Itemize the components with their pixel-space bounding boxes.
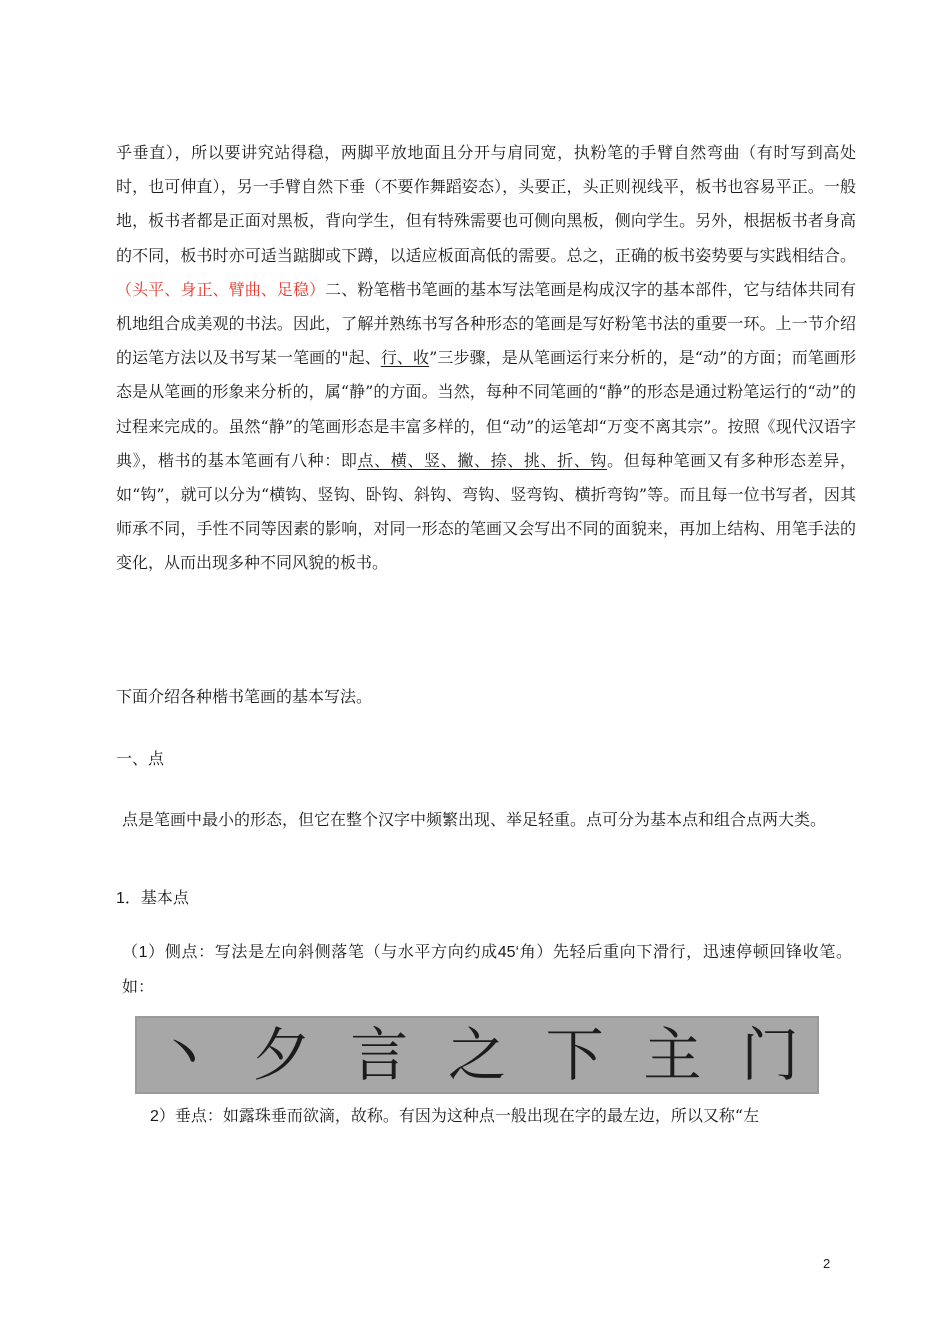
item-vertical-dot <box>150 1103 759 1126</box>
item-text: 侧点：写法是左向斜侧落笔（与水平方向约成 <box>164 942 498 961</box>
main-paragraph <box>116 136 856 581</box>
underlined-phrase: 点、横、竖、撇、捺、挑、折、钩 <box>357 450 608 470</box>
dot-description: 点是笔画中最小的形态，但它在整个汉字中频繁出现、举足轻重。点可分为基本点和组合点两大类。 <box>122 810 827 829</box>
example-char: 丶 <box>154 1021 213 1089</box>
item-text: 角）先轻后重向下滑行，迅速停顿回锋收笔。如： <box>122 942 852 997</box>
subheading-basic-dot <box>116 885 189 908</box>
example-char: 门 <box>741 1021 800 1089</box>
paragraph-text: ”三步骤，是从笔画运行来分析的，是“动”的方面；而笔画形态是从笔画的形象来分析的，属“静”的方面。当然，每种不同笔画的“静”的形态是通过粉笔运行的“动”的过程来完成的。虽然“静”的笔画形态是丰富多样的，但“动”的运笔却“万变不离其宗”。按照《现代汉语字典》，楷书的基本笔画有八种：即 <box>116 348 856 470</box>
example-char: 夕 <box>252 1021 311 1089</box>
paragraph-text: 乎垂直），所以要讲究站得稳，两脚平放地面且分开与肩同宽，执粉笔的手臂自然弯曲（有时写到高处时，也可伸直），另一手臂自然下垂（不要作舞蹈姿态），头要正，头正则视线平，板书也容易平正。一般地，板书者都是正面对黑板，背向学生，但有特殊需要也可侧向黑板，侧向学生。另外，根据板书者身高的不同，板书时亦可适当踮脚或下蹲，以适应板面高低的需要。总之，正确的板书姿势要与实践相结合。 <box>116 143 856 265</box>
page-number: 2 <box>823 1256 831 1271</box>
item-number: （1） <box>122 944 165 961</box>
section-heading: 一、点 <box>116 749 165 768</box>
subheading-number: 1． <box>116 890 141 907</box>
underlined-phrase: 行、收 <box>380 348 430 368</box>
paragraph-text: 二、粉笔楷书笔画的基本写法笔画是构成汉字的基本部件，它与结体共同有机地组合成美观的书法。因此，了解并熟练书写各种形态的笔画是写好粉笔书法的重要一环。上一节介绍的运笔方法以及书写某一笔画的"起、 <box>116 279 856 368</box>
example-char: 主 <box>643 1021 702 1089</box>
example-strokes-image <box>135 1016 819 1094</box>
example-char: 言 <box>350 1021 409 1089</box>
intro-line: 下面介绍各种楷书笔画的基本写法。 <box>116 687 373 706</box>
paragraph-text: 。但每种笔画又有多种形态差异，如“钩”，就可以分为“横钩、竖钩、卧钩、斜钩、弯钩、竖弯钩、横折弯钩”等。而且每一位书写者，因其师承不同，手性不同等因素的影响，对同一形态的笔画又会写出不同的面貌来，再加上结构、用笔手法的变化，从而出现多种不同风貌的板书。 <box>116 450 856 573</box>
subheading-label: 基本点 <box>140 888 189 907</box>
item-number: 2） <box>150 1108 175 1125</box>
item-text: 垂点：如露珠垂而欲滴，故称。有因为这种点一般出现在字的最左边，所以又称“左 <box>174 1106 760 1125</box>
example-char: 下 <box>545 1021 604 1089</box>
example-char: 之 <box>447 1021 506 1089</box>
item-side-dot <box>122 935 852 1004</box>
highlighted-phrase: （头平、身正、臂曲、足稳） <box>116 279 326 299</box>
item-angle: 45‘ <box>497 944 520 961</box>
